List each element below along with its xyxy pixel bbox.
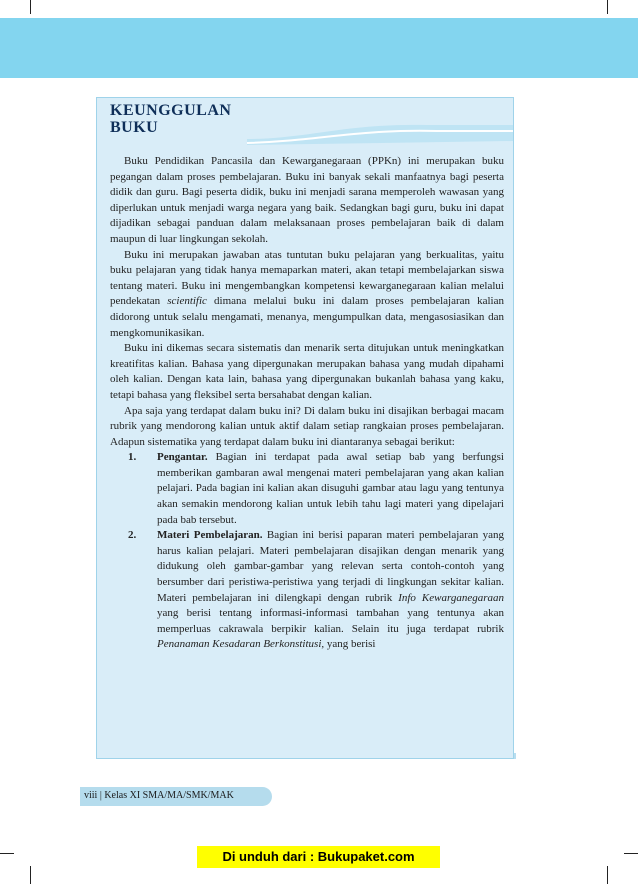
header-band [0,18,638,78]
paragraph: Apa saja yang terdapat dalam buku ini? Di dalam buku ini disajikan berbagai macam rubrik yang mendorong kalian untuk aktif dalam setiap rangkaian proses pembelajaran. Adapun sistematika yang terdapat dalam buku ini diantaranya sebagai berikut: [110,404,504,448]
list-number: 2. [128,529,137,542]
section-title: KEUNGGULAN BUKU [110,102,232,136]
download-label: Di unduh dari : Bukupaket.com [222,849,415,864]
footer-label: viii | Kelas XI SMA/MA/SMK/MAK [84,790,234,801]
list-lead: Pengantar. [157,451,208,464]
list-text: Bagian ini terdapat pada awal setiap bab yang berfungsi memberikan gambaran awal mengenai materi pembelajaran yang akan kalian pelajari. Pada bagian ini kalian akan disuguhi gambar atau lagu yang tentunya akan semakin mendorong kalian untuk lebih tahu lagi materi yang dipelajari pada bab tersebut. [157,451,504,526]
paragraph: Buku ini merupakan jawaban atas tuntutan buku pelajaran yang berkualitas, yaitu buku pelajaran yang tidak hanya memaparkan materi, akan tetapi membelajarkan siswa tentang materi. Buku ini mengembangkan kompetensi kewarganegaraan kalian melalui pendekatan scientific dimana melalui buku ini dalam proses pembelajaran kalian didorong untuk selalu mengamati, menanya, mengumpulkan data, mengasosiasikan dan mengkomunikasikan. [110,248,504,339]
feature-list [110,450,504,653]
list-item [110,450,504,528]
content-panel [96,97,514,759]
crop-mark [624,853,638,854]
crop-mark [30,866,31,884]
crop-mark [30,0,31,14]
list-lead: Materi Pembelajaran. [157,529,263,542]
crop-mark [0,853,14,854]
crop-mark [607,0,608,14]
download-banner[interactable] [197,846,440,868]
paragraph: Buku Pendidikan Pancasila dan Kewarganegaraan (PPKn) ini merupakan buku pegangan dalam proses pembelajaran. Buku ini banyak sekali manfaatnya bagi peserta didik dan guru. Bagi peserta didik, buku ini menjadi sarana memperoleh wawasan yang diperlukan untuk menjadi warga negara yang baik. Sedangkan bagi guru, buku ini dapat dijadikan sebagai panduan dalam melaksanaan proses pembelajaran baik di dalam maupun di luar lingkungan sekolah. [110,155,504,245]
paragraph: Buku ini dikemas secara sistematis dan menarik serta ditujukan untuk meningkatkan kreatifitas kalian. Bahasa yang dipergunakan merupakan bahasa yang mudah dipahami oleh kalian. Dengan kata lain, bahasa yang dipergunakan bukanlah bahasa yang kaku, tetapi bahasa yang fleksibel serta bersahabat dengan kalian. [110,342,504,401]
list-item: 2. Materi Pembelajaran. Bagian ini berisi paparan materi pembelajaran yang harus kalian pelajari. Materi pembelajaran disajikan dengan menarik yang didukung oleh gambar-gambar yang relevan serta contoh-contoh yang bersumber dari peristiwa-peristiwa yang terjadi di lingkungan sekitar kalian. Materi pembelajaran ini dilengkapi dengan rubrik Info Kewarganegaraan yang berisi tentang informasi-informasi tambahan yang tentunya akan memperluas cakrawala berpikir kalian. Selain itu juga terdapat rubrik Penanaman Kesadaran Berkonstitusi, yang berisi [128,529,505,651]
title-box [97,98,260,140]
crop-mark [607,866,608,884]
section-body [110,154,504,653]
list-number: 1. [128,451,137,464]
